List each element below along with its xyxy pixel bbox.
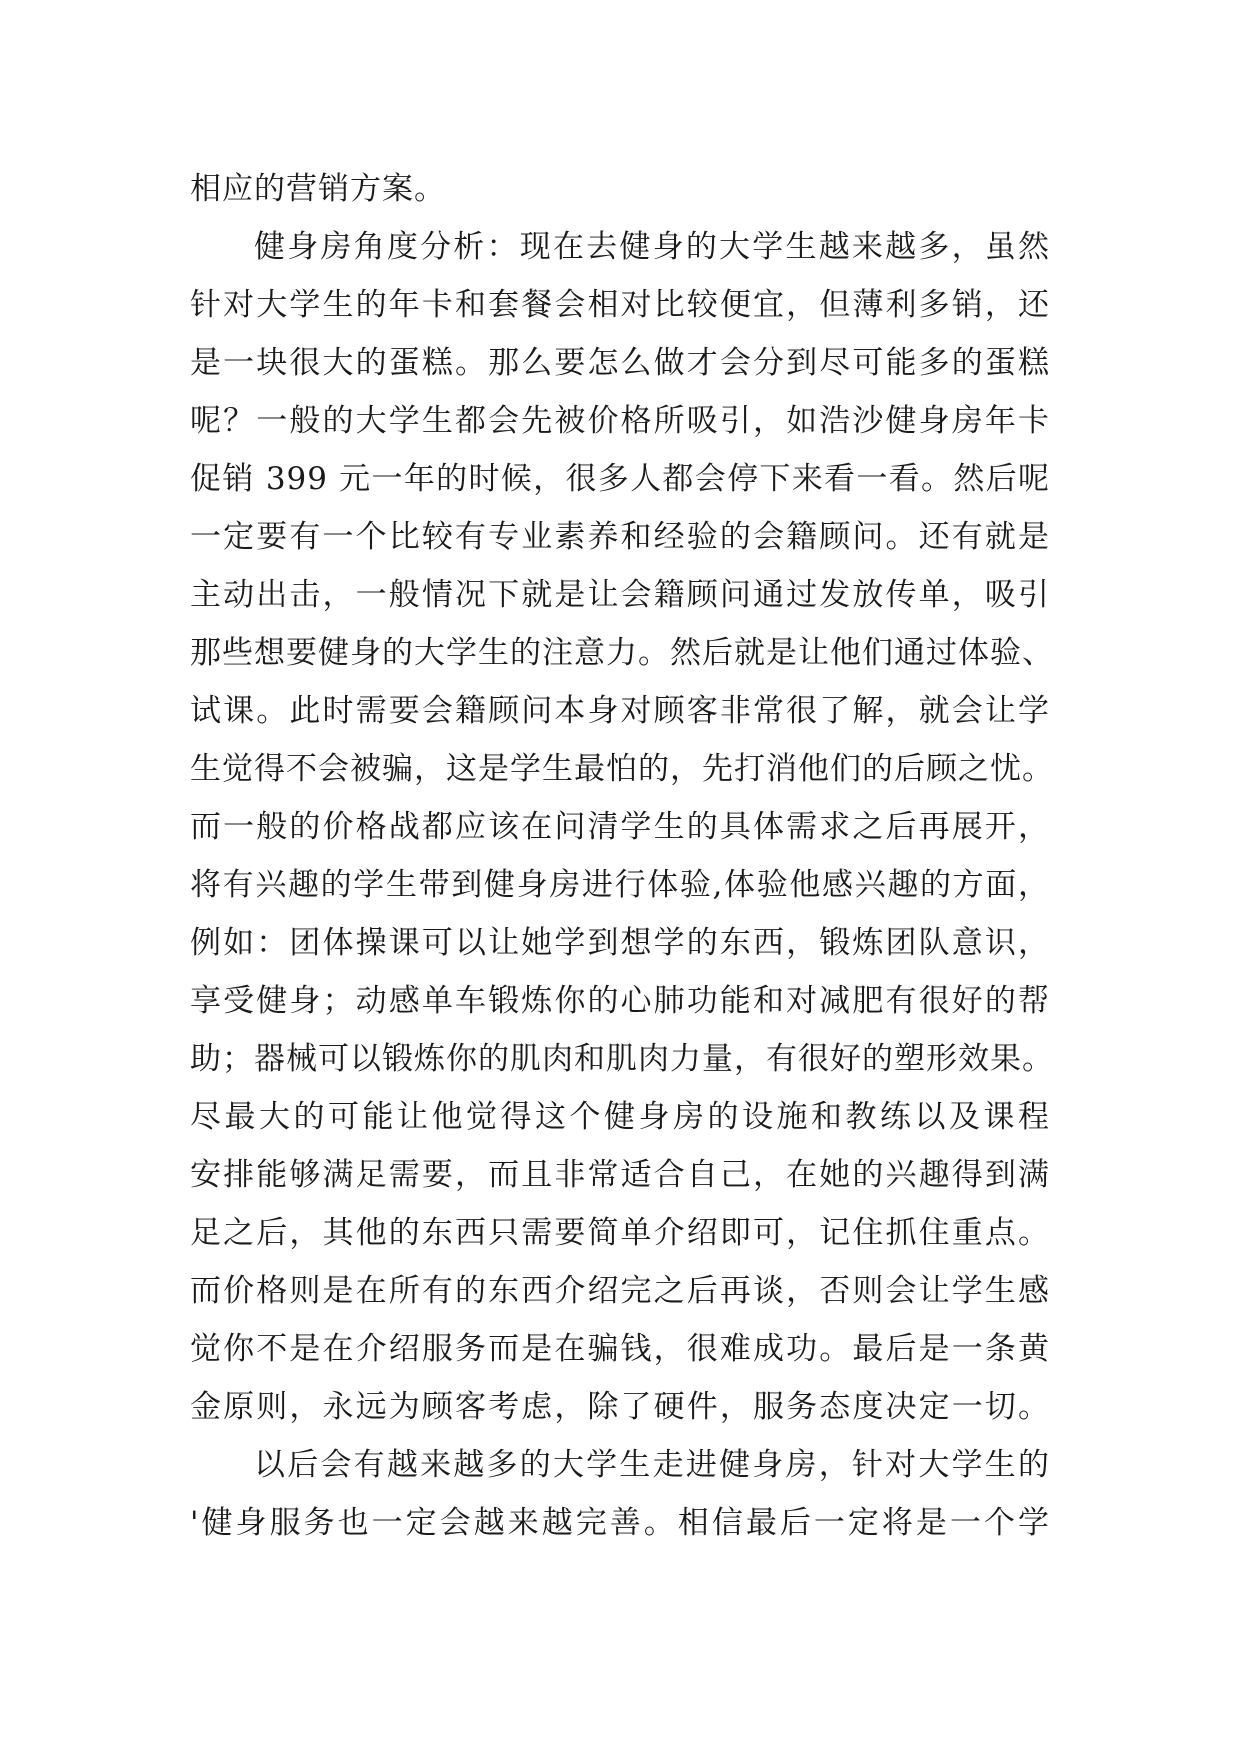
text-line: 针对大学生的年卡和套餐会相对比较便宜，但薄利多销，还 xyxy=(190,287,1050,323)
text-line: 而一般的价格战都应该在问清学生的具体需求之后再展开， xyxy=(190,809,1050,845)
text-line: 以后会有越来越多的大学生走进健身房，针对大学生的 xyxy=(254,1447,1050,1483)
text-line: 助；器械可以锻炼你的肌肉和肌肉力量，有很好的塑形效果。 xyxy=(190,1041,1054,1077)
text-line: 试课。此时需要会籍顾问本身对顾客非常很了解，就会让学 xyxy=(190,693,1050,729)
text-line: 例如：团体操课可以让她学到想学的东西，锻炼团队意识， xyxy=(190,925,1050,961)
text-line: 享受健身；动感单车锻炼你的心肺功能和对减肥有很好的帮 xyxy=(190,983,1050,1019)
text-line: 而价格则是在所有的东西介绍完之后再谈，否则会让学生感 xyxy=(190,1273,1050,1309)
body-text xyxy=(190,160,1054,1552)
text-line: 安排能够满足需要，而且非常适合自己，在她的兴趣得到满 xyxy=(190,1157,1050,1193)
text-line: 足之后，其他的东西只需要简单介绍即可，记住抓住重点。 xyxy=(190,1215,1050,1251)
text-line: 健身房角度分析：现在去健身的大学生越来越多，虽然 xyxy=(254,229,1050,265)
text-line: 尽最大的可能让他觉得这个健身房的设施和教练以及课程 xyxy=(190,1099,1050,1135)
text-line: 那些想要健身的大学生的注意力。然后就是让他们通过体验、 xyxy=(190,635,1054,671)
text-line: 生觉得不会被骗，这是学生最怕的，先打消他们的后顾之忧。 xyxy=(190,751,1054,787)
text-line: 将有兴趣的学生带到健身房进行体验,体验他感兴趣的方面， xyxy=(190,867,1050,903)
text-line: '健身服务也一定会越来越完善。相信最后一定将是一个学 xyxy=(190,1505,1050,1541)
text-line: 主动出击，一般情况下就是让会籍顾问通过发放传单，吸引 xyxy=(190,577,1050,613)
text-line: 呢？一般的大学生都会先被价格所吸引，如浩沙健身房年卡 xyxy=(190,403,1050,439)
text-line: 促销 399 元一年的时候，很多人都会停下来看一看。然后呢 xyxy=(190,461,1050,497)
text-line: 觉你不是在介绍服务而是在骗钱，很难成功。最后是一条黄 xyxy=(190,1331,1050,1367)
text-line: 是一块很大的蛋糕。那么要怎么做才会分到尽可能多的蛋糕 xyxy=(190,345,1050,381)
text-line: 一定要有一个比较有专业素养和经验的会籍顾问。还有就是 xyxy=(190,519,1050,555)
text-line: 相应的营销方案。 xyxy=(190,171,446,207)
text-line: 金原则，永远为顾客考虑，除了硬件，服务态度决定一切。 xyxy=(190,1389,1050,1425)
